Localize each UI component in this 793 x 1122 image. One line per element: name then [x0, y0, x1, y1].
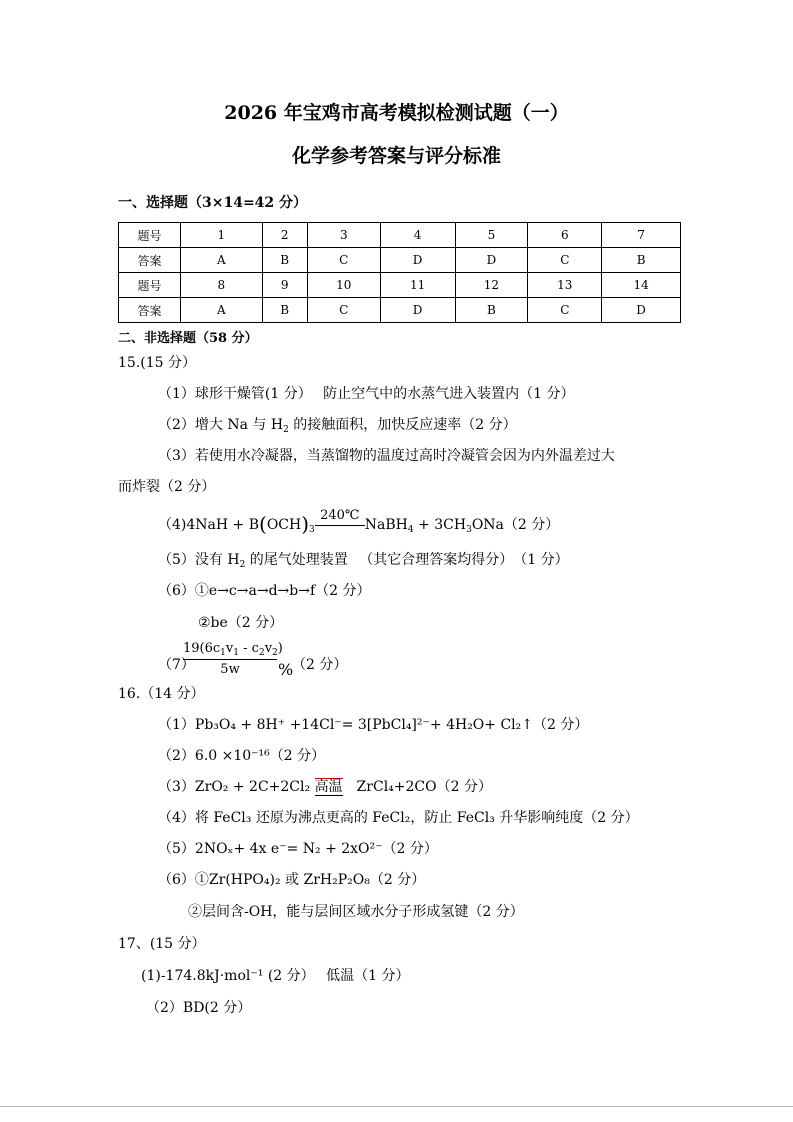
answer-table-cell: C	[307, 298, 380, 323]
answer-table-cell: D	[380, 248, 455, 273]
answer-table-cell: B	[262, 248, 307, 273]
answer-table-cell: 4	[380, 223, 455, 248]
answer-table-cell: A	[181, 298, 263, 323]
answer-table-cell: 6	[528, 223, 602, 248]
answer-table-cell: 9	[262, 273, 307, 298]
answer-table-cell: 3	[307, 223, 380, 248]
q17-answer-1: (1)-174.8kJ·mol⁻¹ (2 分） 低温（1 分）	[141, 968, 410, 984]
q17-answer-2: （2）BD(2 分）	[146, 1000, 252, 1016]
answer-table-cell: D	[455, 248, 528, 273]
answer-table-row	[119, 273, 681, 298]
q15-answer-3-line2: 而炸裂（2 分）	[118, 479, 216, 495]
answer-table	[118, 222, 681, 323]
answer-table-cell: 12	[455, 273, 528, 298]
answer-table-cell: 8	[181, 273, 263, 298]
document-subtitle: 化学参考答案与评分标准	[291, 145, 501, 167]
q15-answer-1: （1）球形干燥管(1 分） 防止空气中的水蒸气进入装置内（1 分）	[158, 386, 575, 402]
answer-table-row-label: 答案	[119, 248, 181, 273]
answer-table-cell: 10	[307, 273, 380, 298]
reaction-condition-high-temp: 高温	[314, 779, 343, 795]
page-bottom-rule	[0, 1106, 793, 1107]
answer-table-cell: 7	[602, 223, 681, 248]
answer-table-row	[119, 298, 681, 323]
answer-table-cell: 14	[602, 273, 681, 298]
answer-table-cell: 1	[181, 223, 263, 248]
percent-sign: %	[278, 660, 294, 679]
answer-table-row-label: 题号	[119, 273, 181, 298]
answer-table-cell: B	[262, 298, 307, 323]
q15-answer-3-line1: （3）若使用水冷凝器，当蒸馏物的温度过高时冷凝管会因为内外温差过大	[158, 448, 615, 464]
answer-table-cell: 5	[455, 223, 528, 248]
reaction-condition: 240℃	[320, 508, 360, 523]
answer-table-cell: C	[307, 248, 380, 273]
document-title: 2026 年宝鸡市高考模拟检测试题（一）	[224, 102, 569, 124]
answer-table-cell: C	[528, 248, 602, 273]
answer-table-cell: 2	[262, 223, 307, 248]
answer-table-cell: D	[602, 298, 681, 323]
q17-header: 17、(15 分）	[118, 936, 206, 952]
answer-table-cell: 11	[380, 273, 455, 298]
answer-table-cell: A	[181, 248, 263, 273]
q15-answer-7-score: （2 分）	[292, 657, 348, 673]
section2-heading: 二、非选择题（58 分）	[118, 331, 258, 346]
fraction-numerator: $19(6c_1v_1 - c_2v_2)$	[183, 641, 283, 658]
answer-table-cell: B	[602, 248, 681, 273]
q16-answer-5: （5）2NOₓ+ 4x e⁻= N₂ + 2xO²⁻（2 分）	[158, 841, 438, 857]
q15-answer-6-2: ②be（2 分）	[198, 615, 284, 631]
answer-table-row	[119, 223, 681, 248]
q15-answer-5: （5）没有 $H_2$ 的尾气处理装置 （其它合理答案均得分） （1 分）	[158, 552, 569, 570]
q15-answer-4-equation: $(4)4NaH + B(OCH)_3$ 240℃ NaBH$_4$ + $3CH_3ONa(2$ 分）	[158, 508, 560, 536]
q15-answer-7-label: （7）	[158, 657, 195, 673]
q15-answer-7-fraction	[183, 641, 283, 677]
q15-header: 15.(15 分）	[118, 355, 196, 371]
answer-table-cell: D	[380, 298, 455, 323]
answer-table-row-label: 答案	[119, 298, 181, 323]
answer-table-cell: C	[528, 298, 602, 323]
q16-answer-4: （4）将 FeCl₃ 还原为沸点更高的 FeCl₂，防止 FeCl₃ 升华影响纯度（2 分）	[158, 810, 639, 826]
q16-answer-1: （1）Pb₃O₄ + 8H⁺ +14Cl⁻= 3[PbCl₄]²⁻+ 4H₂O+ Cl₂↑（2 分）	[158, 717, 589, 733]
q16-answer-3: （3）ZrO₂ + 2C+2Cl₂ 高温 ZrCl₄+2CO（2 分）	[158, 779, 492, 795]
answer-table-cell: B	[455, 298, 528, 323]
q16-answer-2: （2）6.0 ×10⁻¹⁶（2 分）	[158, 748, 326, 764]
q16-answer-6-1: （6）①Zr(HPO₄)₂ 或 ZrH₂P₂O₈（2 分）	[158, 872, 426, 888]
answer-table-cell: 13	[528, 273, 602, 298]
answer-table-row-label: 题号	[119, 223, 181, 248]
section1-heading: 一、选择题（3×14=42 分）	[118, 195, 308, 211]
q16-answer-6-2: ②层间含-OH，能与层间区域水分子形成氢键（2 分）	[188, 904, 524, 920]
fraction-denominator: 5w	[220, 662, 240, 677]
q16-header: 16.（14 分）	[118, 686, 205, 702]
answer-table-row	[119, 248, 681, 273]
q15-answer-6-1: （6）①e→c→a→d→b→f（2 分）	[158, 583, 371, 599]
q15-answer-2: （2）增大 Na 与 $H_2$ 的接触面积，加快反应速率（2 分）	[158, 417, 517, 435]
